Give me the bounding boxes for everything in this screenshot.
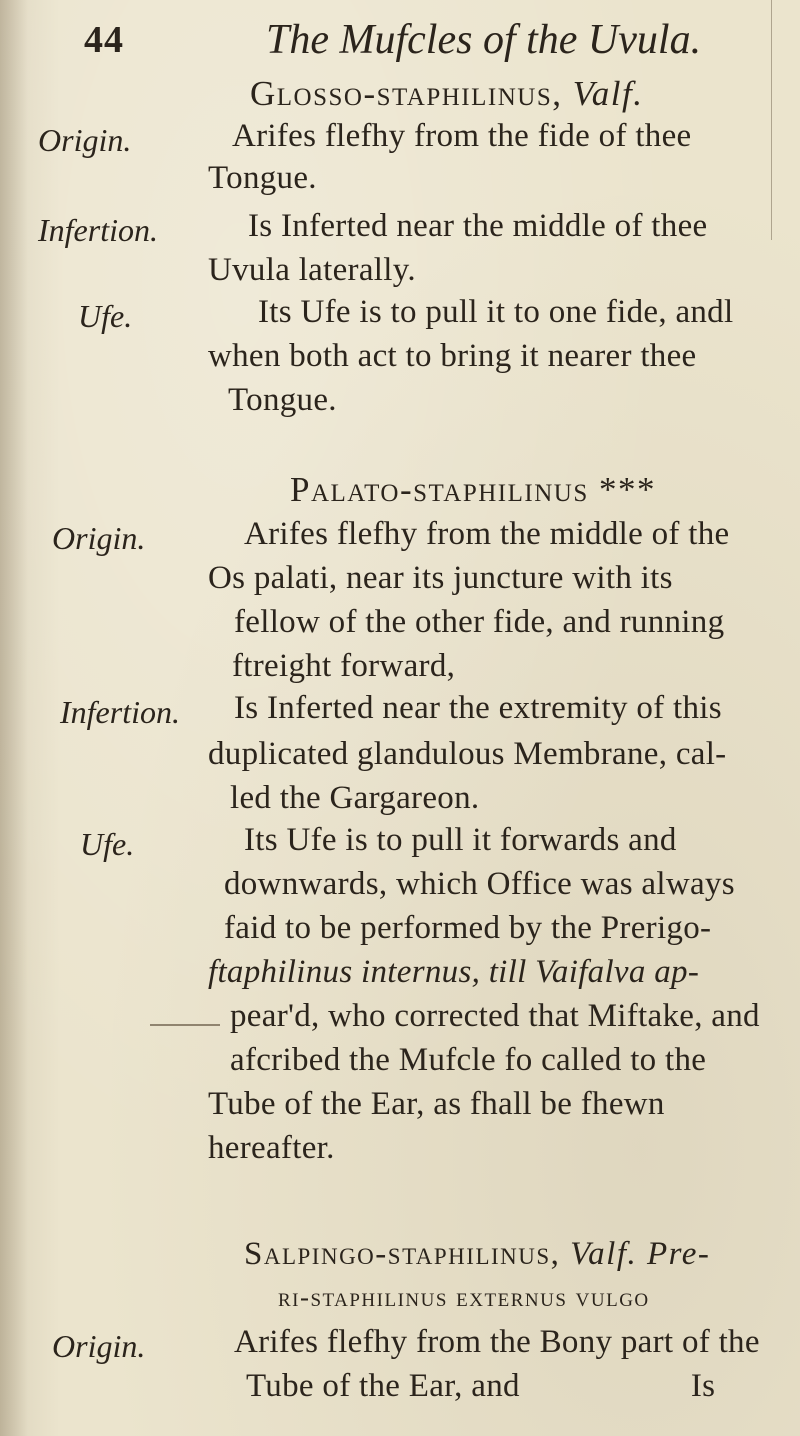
section-heading-salpingo-staphilinus bbox=[244, 1236, 710, 1273]
side-label-use: Ufe. bbox=[80, 826, 135, 862]
section-heading-author: Valf. bbox=[572, 74, 644, 113]
section-heading-text: ri-staphilinus externus vulgo bbox=[278, 1282, 650, 1312]
body-line: ftaphilinus internus, till Vaifalva ap- bbox=[208, 954, 700, 990]
body-line: Arifes flefhy from the fide of thee bbox=[232, 118, 692, 154]
body-line: ftreight forward, bbox=[232, 648, 456, 684]
running-title: The Mufcles of the Uvula. bbox=[266, 17, 702, 63]
body-line: Is Inferted near the extremity of this bbox=[234, 690, 722, 726]
body-line: fellow of the other fide, and running bbox=[234, 604, 725, 640]
section-heading-palato-staphilinus bbox=[290, 470, 656, 510]
body-line: downwards, which Office was always bbox=[224, 866, 735, 902]
running-head bbox=[0, 10, 800, 70]
body-line: Arifes flefhy from the Bony part of the bbox=[234, 1324, 760, 1360]
side-label-origin: Origin. bbox=[52, 520, 146, 556]
section-heading-text: Salpingo-staphilinus, bbox=[244, 1236, 561, 1272]
body-line: duplicated glandulous Membrane, cal- bbox=[208, 736, 727, 772]
body-line: pear'd, who corrected that Miftake, and bbox=[230, 998, 760, 1034]
body-line: Tube of the Ear, as fhall be fhewn bbox=[208, 1086, 665, 1122]
body-line: afcribed the Mufcle fo called to the bbox=[230, 1042, 707, 1078]
body-line: when both act to bring it nearer thee bbox=[208, 338, 697, 374]
margin-rule bbox=[150, 1024, 220, 1026]
side-label-origin: Origin. bbox=[38, 122, 132, 158]
page-number: 44 bbox=[84, 19, 124, 61]
section-heading-line2 bbox=[278, 1282, 650, 1313]
section-heading-text: Glosso-staphilinus, bbox=[250, 74, 563, 113]
body-line: Is Inferted near the middle of thee bbox=[248, 208, 708, 244]
body-line: Its Ufe is to pull it to one fide, andl bbox=[258, 294, 734, 330]
body-line: faid to be performed by the Prerigo- bbox=[224, 910, 712, 946]
body-line: led the Gargareon. bbox=[230, 780, 480, 816]
section-heading-text: Palato-staphilinus bbox=[290, 470, 589, 509]
spine-shadow bbox=[0, 0, 28, 1436]
section-heading-glosso-staphilinus bbox=[250, 74, 643, 114]
section-heading-mark: *** bbox=[598, 470, 656, 509]
body-line: hereafter. bbox=[208, 1130, 335, 1166]
side-label-insertion: Infertion. bbox=[60, 694, 180, 730]
body-line: Tongue. bbox=[228, 382, 337, 418]
body-line: Its Ufe is to pull it forwards and bbox=[244, 822, 677, 858]
section-heading-author: Valf. Pre- bbox=[570, 1236, 711, 1272]
body-line: Tube of the Ear, and Is bbox=[246, 1368, 716, 1404]
side-label-use: Ufe. bbox=[78, 298, 133, 334]
side-label-origin: Origin. bbox=[52, 1328, 146, 1364]
body-line: Os palati, near its juncture with its bbox=[208, 560, 673, 596]
body-line: Tongue. bbox=[208, 160, 317, 196]
side-label-insertion: Infertion. bbox=[38, 212, 158, 248]
body-line: Uvula laterally. bbox=[208, 252, 416, 288]
body-line: Arifes flefhy from the middle of the bbox=[244, 516, 730, 552]
